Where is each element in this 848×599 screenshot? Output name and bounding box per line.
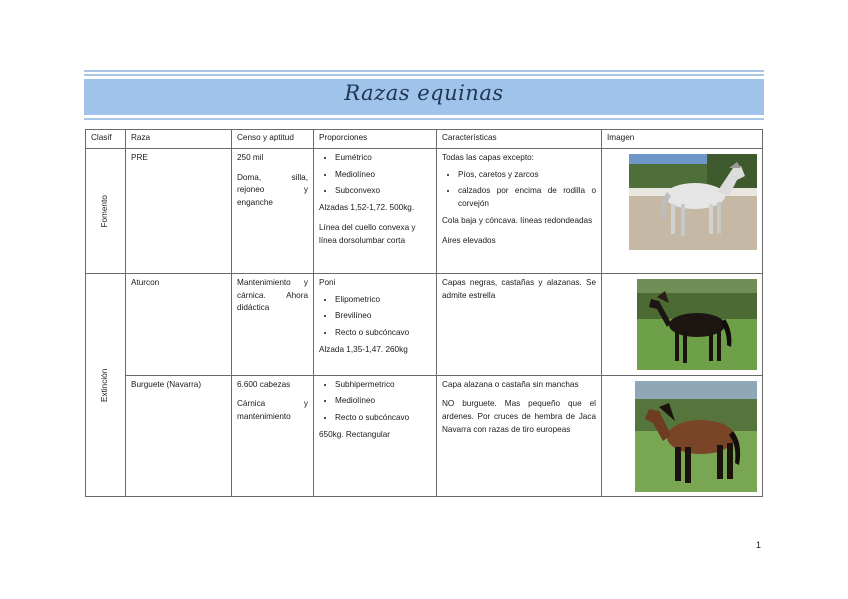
- caract-intro: Todas las capas excepto:: [442, 153, 534, 162]
- list-item: • Eumétrico: [335, 152, 431, 165]
- proporciones-list: [319, 379, 431, 425]
- censo-text: 250 mil: [237, 153, 264, 162]
- proporciones-cell: [314, 375, 437, 497]
- breeds-table: [85, 129, 763, 497]
- page-number: 1: [756, 540, 762, 550]
- black-pony-photo: [637, 279, 757, 370]
- censo-text: 6.600 cabezas: [237, 379, 291, 389]
- table-header-row: [86, 130, 763, 149]
- group-label-extincion: Extinción: [100, 368, 110, 402]
- list-item: • Brevilíneo: [335, 310, 431, 323]
- censo-cell: [232, 149, 314, 274]
- raza-cell: Burguete (Navarra): [126, 375, 232, 497]
- table-row: [86, 149, 763, 274]
- image-cell: [602, 274, 763, 376]
- image-cell: [602, 375, 763, 497]
- table-row: [86, 274, 763, 376]
- caract-text: Capas negras, castañas y alazanas. Se admite estrella: [442, 278, 596, 300]
- censo-cell: [232, 375, 314, 497]
- header-stripe-2: [84, 74, 764, 76]
- proporciones-intro: Poni: [319, 278, 336, 287]
- proporciones-cell: [314, 149, 437, 274]
- table-row: [86, 375, 763, 497]
- list-item: • Elipometrico: [335, 294, 431, 307]
- bay-draft-horse-photo: [635, 381, 757, 492]
- header-imagen: Imagen: [602, 130, 763, 149]
- list-item: • calzados por encima de rodilla o corvejón: [458, 185, 596, 210]
- censo-text: Cárnica y mantenimiento: [237, 399, 308, 422]
- grey-horse-photo: [629, 154, 757, 250]
- proporciones-text: Alzadas 1,52-1,72. 500kg.: [319, 203, 415, 213]
- raza-cell: PRE: [126, 149, 232, 274]
- censo-text: Doma, silla, rejoneo y enganche: [237, 172, 308, 208]
- header-stripe-3: [84, 118, 764, 120]
- caracteristicas-cell: [437, 149, 602, 274]
- header-caracteristicas: Características: [437, 130, 602, 149]
- list-item: • Subhipermetrico: [335, 379, 431, 392]
- caract-text: Aires elevados: [442, 235, 496, 245]
- censo-cell: [232, 274, 314, 376]
- list-item: • Recto o subcóncavo: [335, 327, 431, 340]
- caract-text: Cola baja y cóncava. líneas redondeadas: [442, 215, 593, 225]
- title-banner: [84, 79, 764, 115]
- group-cell-extincion: [86, 274, 126, 497]
- caract-text: Capa alazana o castaña sin manchas: [442, 379, 579, 389]
- proporciones-text: Línea del cuello convexa y línea dorsolumbar corta: [319, 222, 416, 245]
- group-label-fomento: Fomento: [100, 194, 110, 228]
- header-censo: Censo y aptitud: [232, 130, 314, 149]
- header-raza: Raza: [126, 130, 232, 149]
- proporciones-cell: [314, 274, 437, 376]
- header-proporciones: Proporciones: [314, 130, 437, 149]
- caract-text: NO burguete. Mas pequeño que el ardenes. Por cruces de hembra de Jaca Navarra con razas de tiro europeas: [442, 399, 596, 434]
- proporciones-list: [319, 294, 431, 340]
- list-item: • Recto o subcóncavo: [335, 412, 431, 425]
- page-title: Razas equinas: [344, 81, 504, 105]
- caracteristicas-cell: [437, 274, 602, 376]
- list-item: • Píos, caretos y zarcos: [458, 169, 596, 182]
- header-stripe-1: [84, 70, 764, 72]
- censo-text: Mantenimiento y cárnica. Ahora didáctica: [237, 278, 308, 313]
- list-item: • Subconvexo: [335, 185, 431, 198]
- group-cell-fomento: [86, 149, 126, 274]
- list-item: • Mediolíneo: [335, 169, 431, 182]
- caract-list: [442, 169, 596, 211]
- caracteristicas-cell: [437, 375, 602, 497]
- image-cell: [602, 149, 763, 274]
- proporciones-text: 650kg. Rectangular: [319, 429, 391, 439]
- list-item: • Mediolíneo: [335, 395, 431, 408]
- header-clasif: Clasif: [86, 130, 126, 149]
- proporciones-list: [319, 152, 431, 198]
- raza-cell: Aturcon: [126, 274, 232, 376]
- proporciones-text: Alzada 1,35-1,47. 260kg: [319, 344, 408, 354]
